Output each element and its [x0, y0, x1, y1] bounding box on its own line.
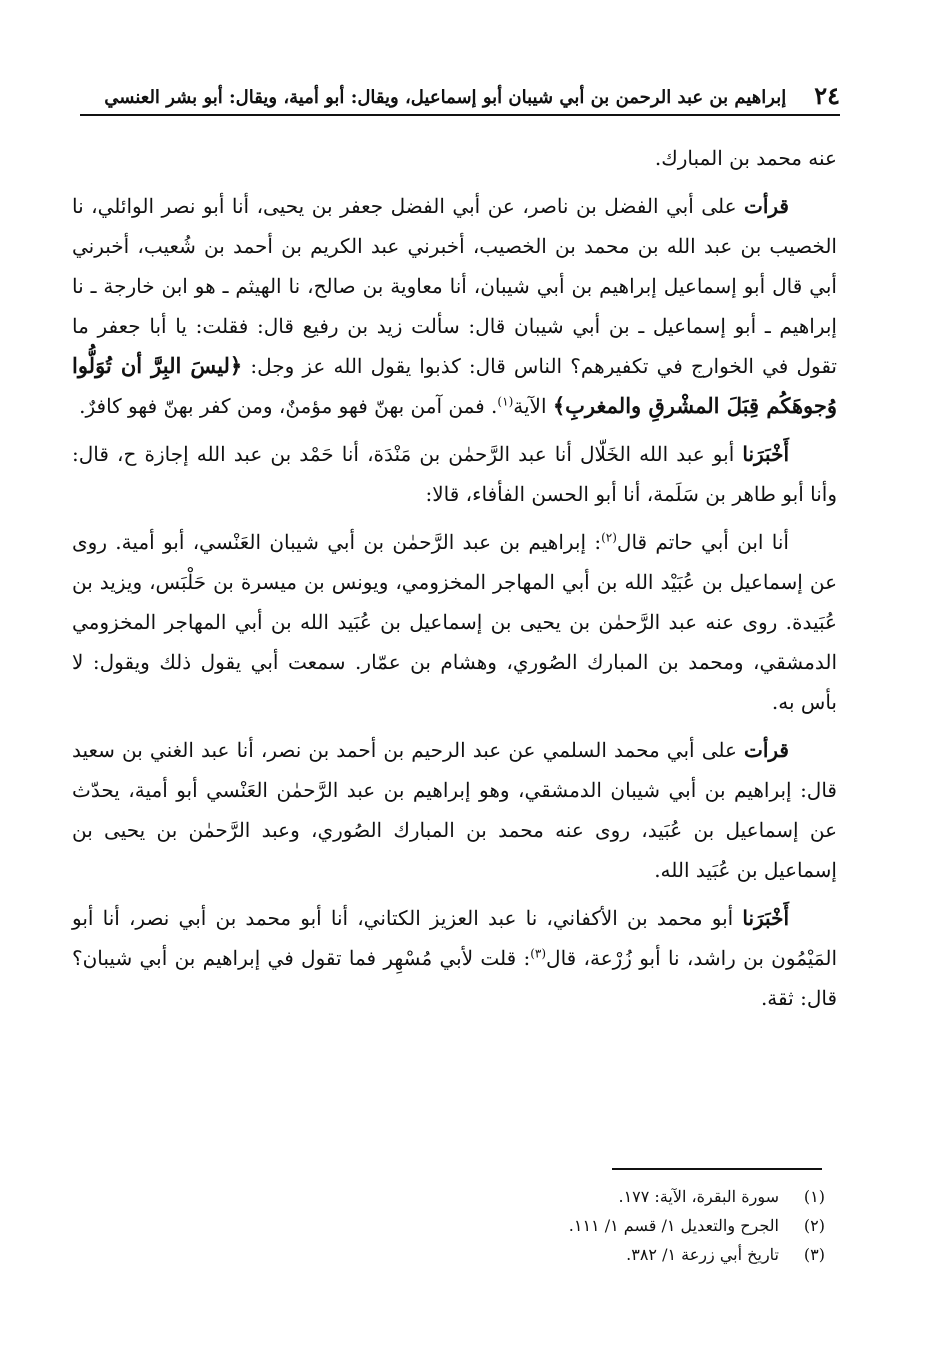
main-text — [72, 138, 837, 1026]
paragraph — [72, 186, 837, 426]
footnote-ref: (٣) — [530, 946, 547, 961]
footnote-ref: (٢) — [601, 530, 617, 545]
footnote — [200, 1211, 825, 1240]
paragraph-text: : إبراهيم بن عبد الرَّحمٰن بن أبي شيبان العَنْسي، أبو أمية. روى عن إسماعيل بن عُبَيْد الله بن أبي المهاجر المخزومي، ويونس بن ميسرة بن حَلْبَس، ويزيد بن عُبَيدة. روى عنه عبد الرَّحمٰن بن يحيى بن إسماعيل بن عُبَيد الله بن أبي المهاجر المخزومي الدمشقي، ومحمد بن المبارك الصُوري، وهشام بن عمّار. سمعت أبي يقول ذلك ويقول: لا بأس به. — [72, 530, 837, 714]
quran-verse: ﴿ليسَ البِرَّ أن تُوَلُّوا وُجوهَكُم قِبَلَ المشْرقِ والمغربِ﴾ — [72, 353, 837, 418]
footnote — [200, 1182, 825, 1211]
footnote-ref: (١) — [497, 394, 514, 409]
page-number: ٢٤ — [814, 81, 840, 110]
footnote-text: تاريخ أبي زرعة ١/ ٣٨٢. — [626, 1245, 779, 1264]
paragraph-text: أبو عبد الله الخَلّال أنا عبد الرَّحمٰن بن مَنْدَة، أنا حَمْد بن عبد الله إجازة ح، قال: وأنا أبو طاهر بن سَلَمة، أنا أبو الحسن الفأفاء، قالا: — [72, 442, 837, 506]
footnotes — [200, 1182, 825, 1269]
paragraph — [72, 522, 837, 722]
paragraph-text: على أبي محمد السلمي عن عبد الرحيم بن أحمد بن نصر، أنا عبد الغني بن سعيد قال: إبراهيم بن أبي شيبان الدمشقي، وهو إبراهيم بن عبد الرَّحمٰن العَنْسي أبو أمية، يحدّث عن إسماعيل بن عُبَيد، روى عنه محمد بن المبارك الصُوري، وعبد الرَّحمٰن بن يحيى بن إسماعيل بن عُبَيد الله. — [72, 738, 837, 882]
paragraph — [72, 434, 837, 514]
running-title: إبراهيم بن عبد الرحمن بن أبي شيبان أبو إسماعيل، ويقال: أبو أمية، ويقال: أبو بشر العنسي — [104, 87, 787, 108]
page-header — [80, 74, 840, 116]
footnote-number: (٢) — [803, 1216, 825, 1235]
paragraph-lead: قرأت — [744, 194, 789, 218]
paragraph-text: الآية — [513, 394, 553, 418]
paragraph-text: . فمن آمن بهنّ فهو مؤمنٌ، ومن كفر بهنّ فهو كافرٌ. — [79, 394, 498, 418]
paragraph-text: أبو محمد بن الأكفاني، نا عبد العزيز الكتاني، أنا أبو محمد بن أبي نصر، أنا أبو المَيْمُون بن راشد، نا أبو زُرْعة، قال — [72, 906, 837, 970]
footnote-text: الجرح والتعديل ١/ قسم ١/ ١١١. — [568, 1216, 779, 1235]
paragraph-lead: قرأت — [744, 738, 789, 762]
footnote — [200, 1240, 825, 1269]
paragraph — [72, 138, 837, 178]
paragraph-text: أنا ابن أبي حاتم قال — [616, 530, 789, 554]
footnote-number: (٣) — [803, 1245, 825, 1264]
paragraph-text: عنه محمد بن المبارك. — [654, 146, 837, 170]
paragraph-lead: أَخْبَرَنا — [742, 906, 789, 930]
paragraph-text: : قلت لأبي مُسْهِر فما تقول في إبراهيم بن أبي شيبان؟ قال: ثقة. — [72, 946, 837, 1010]
paragraph — [72, 898, 837, 1018]
footnote-number: (١) — [803, 1187, 825, 1206]
footnote-text: سورة البقرة، الآية: ١٧٧. — [618, 1187, 779, 1206]
paragraph — [72, 730, 837, 890]
footnote-divider — [612, 1168, 822, 1170]
paragraph-lead: أَخْبَرَنا — [742, 442, 789, 466]
paragraph-text: على أبي الفضل بن ناصر، عن أبي الفضل جعفر بن يحيى، أنا أبو نصر الوائلي، نا الخصيب بن عبد الله بن محمد بن الخصيب، أخبرني عبد الكريم بن أحمد بن شُعيب، أخبرني أبي قال أبو إسماعيل إبراهيم بن أبي شيبان، أنا معاوية بن صالح، نا الهيثم ـ هو ابن خارجة ـ نا إبراهيم ـ أبو إسماعيل ـ بن أبي شيبان قال: سألت زيد بن رفيع قال: فقلت: يا أبا جعفر ما تقول في الخوارج في تكفيرهم؟ الناس قال: كذبوا يقول الله عز وجل: — [72, 194, 838, 378]
